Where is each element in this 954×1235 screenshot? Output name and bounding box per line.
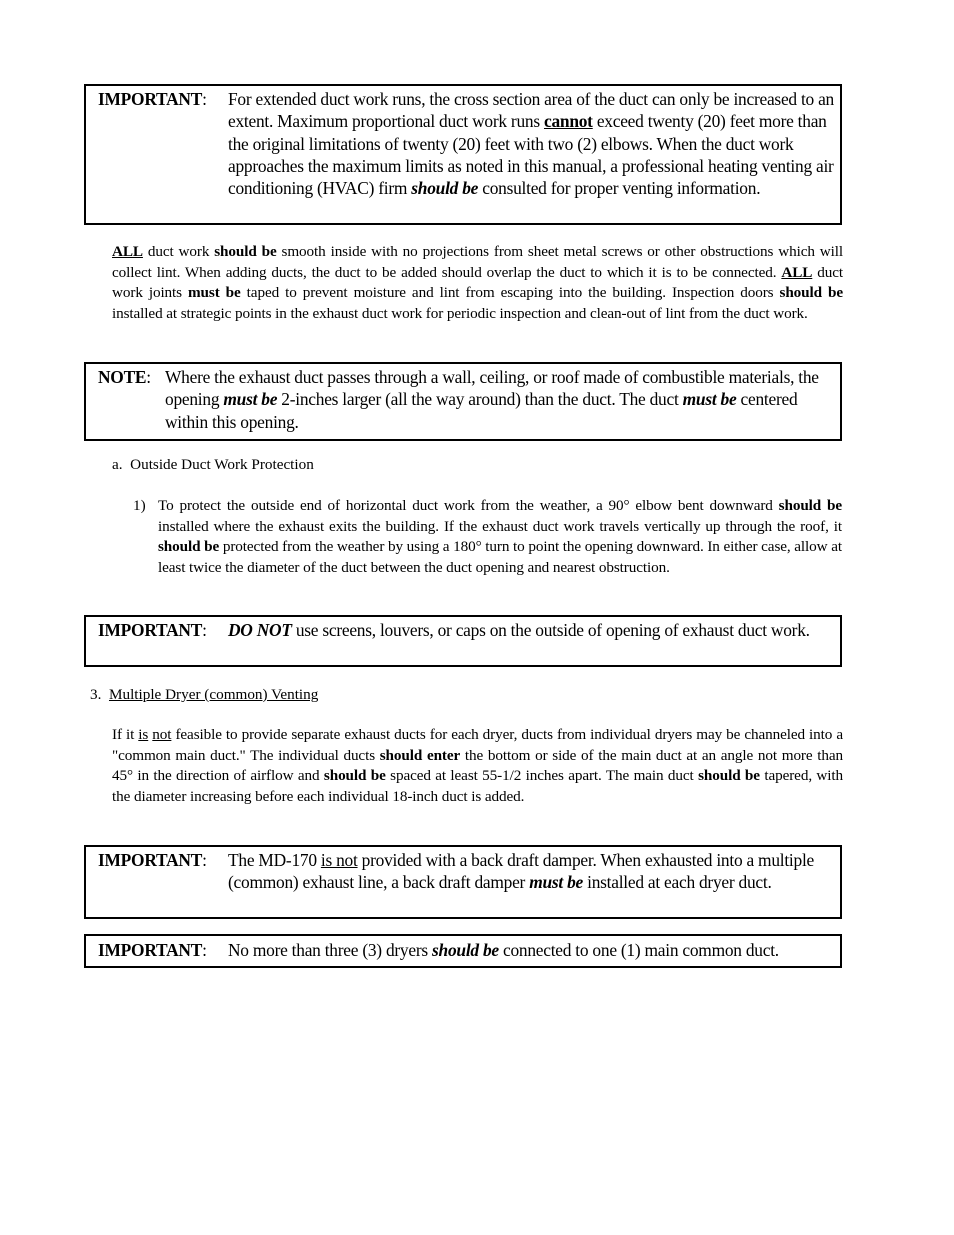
important-label: IMPORTANT:	[98, 89, 207, 109]
outside-protection-paragraph: To protect the outside end of horizontal duct work from the weather, a 90° elbow bent downward should be installed where the exhaust exits the building. If the exhaust duct work travels vertically up through the roof, it should be protected from the weather by using a 180° turn to point the opening downward. In either case, allow at least twice the diameter of the duct between the duct opening and nearest obstruction.	[158, 497, 842, 577]
common-duct-paragraph: If it is not feasible to provide separate exhaust ducts for each dryer, ducts from individual dryers may be channeled into a "common main duct." The individual ducts should enter the bottom or side of the main duct at an angle not more than 45° in the direction of airflow and should be spaced at least 55-1/2 inches apart. The main duct should be tapered, with the diameter increasing before each individual 18-inch duct is added.	[112, 726, 844, 806]
important-text: No more than three (3) dryers should be connected to one (1) main common duct.	[228, 940, 779, 960]
note-combustible-materials	[84, 362, 842, 441]
important-notice-no-screens	[84, 615, 842, 667]
important-label: IMPORTANT:	[98, 620, 207, 640]
important-notice-max-dryers	[84, 934, 842, 968]
important-text: The MD-170 is not provided with a back draft damper. When exhausted into a multiple (common) exhaust line, a back draft damper must be installed at each dryer duct.	[228, 850, 815, 893]
subsection-heading-outside-duct: a. Outside Duct Work Protection	[112, 456, 314, 473]
item-number: 1)	[133, 497, 146, 514]
emphasis-cannot: cannot	[543, 111, 593, 132]
duct-work-paragraph: ALL duct work should be smooth inside with no projections from sheet metal screws or other obstructions which will collect lint. When adding ducts, the duct to be added should overlap the duct to which it is to be connected. ALL duct work joints must be taped to prevent moisture and lint from escaping into the building. Inspection doors should be installed at strategic points in the exhaust duct work for periodic inspection and clean-out of lint from the duct work.	[112, 243, 844, 323]
important-label: IMPORTANT:	[98, 940, 207, 960]
important-notice-extended-duct	[84, 84, 842, 225]
note-text: Where the exhaust duct passes through a wall, ceiling, or roof made of combustible materials, the opening must be 2-inches larger (all the way around) than the duct. The duct must be centered within this opening.	[165, 367, 819, 432]
important-text: DO NOT use screens, louvers, or caps on the outside of opening of exhaust duct work.	[228, 620, 810, 640]
important-label: IMPORTANT:	[98, 850, 207, 870]
note-label: NOTE:	[98, 367, 151, 387]
section-heading-multiple-dryer: 3. Multiple Dryer (common) Venting	[90, 686, 319, 703]
important-text: For extended duct work runs, the cross section area of the duct can only be increased to an extent. Maximum proportional duct work runs cannot exceed twenty (20) feet more than the original limitations of twenty (20) feet with two (2) elbows. When the duct work approaches the maximum limits as noted in this manual, a professional heating venting air conditioning (HVAC) firm should be consulted for proper venting information.	[228, 89, 834, 199]
important-notice-back-draft-damper	[84, 845, 842, 919]
